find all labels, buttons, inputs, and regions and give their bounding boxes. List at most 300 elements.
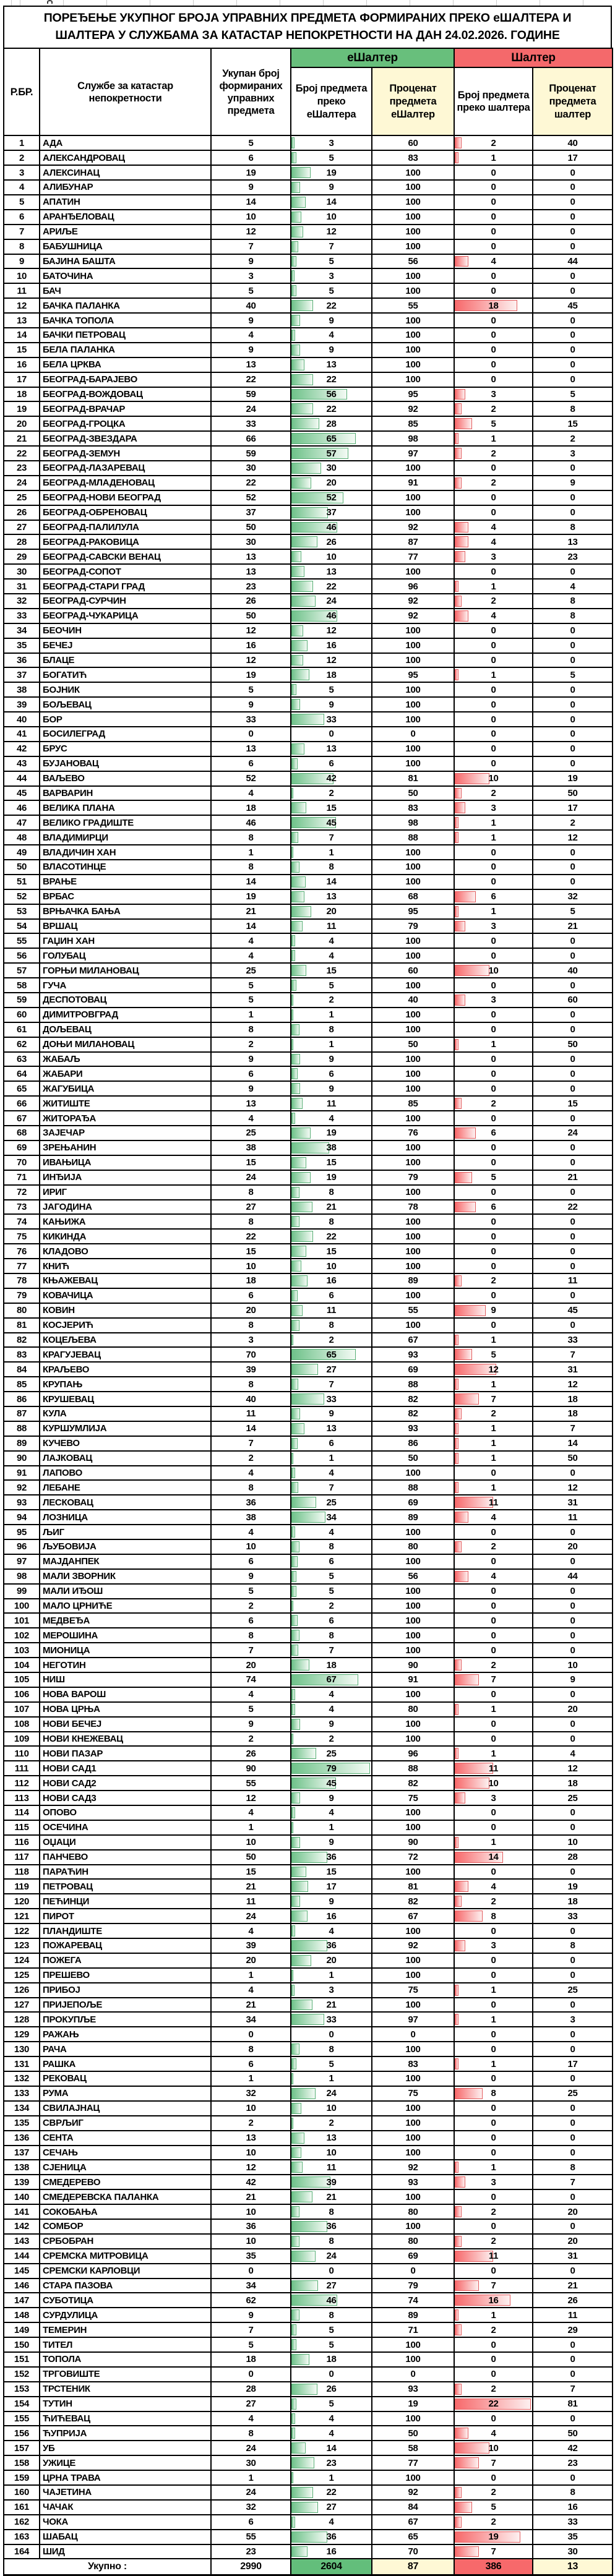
row-number [4, 1111, 40, 1126]
e-percent [372, 1746, 454, 1761]
e-count-bar [291, 463, 321, 474]
sh-count-value: 0 [491, 241, 496, 252]
total-count [211, 268, 291, 283]
row-number-value: 9 [19, 255, 25, 267]
service-name-value: ДИМИТРОВГРАД [43, 1009, 118, 1021]
e-percent [372, 2308, 454, 2322]
e-count [291, 1170, 372, 1185]
sh-count-value: 3 [491, 388, 496, 400]
row-number-value: 42 [16, 743, 27, 755]
table-body [4, 135, 613, 2559]
e-count-value: 5 [329, 2339, 334, 2350]
table-row [4, 2293, 613, 2308]
total-count-value: 11 [246, 1408, 256, 1419]
sh-count-value: 1 [491, 1039, 496, 1050]
e-count-value: 5 [329, 152, 334, 163]
e-percent [372, 1288, 454, 1303]
total-count [211, 1406, 291, 1421]
e-percent [372, 2500, 454, 2515]
e-count [291, 490, 372, 505]
row-number-value: 134 [14, 2103, 30, 2114]
sh-count-value: 0 [491, 1009, 496, 1021]
total-count [211, 2426, 291, 2441]
e-count [291, 401, 372, 416]
sh-percent [533, 1938, 613, 1953]
sh-percent [533, 889, 613, 904]
e-percent-value: 100 [405, 1615, 421, 1626]
service-name [40, 135, 211, 150]
sh-percent-value: 8 [570, 596, 575, 607]
e-count-value: 36 [326, 2531, 337, 2543]
service-name [40, 1140, 211, 1155]
e-count-value: 24 [326, 2251, 337, 2262]
e-percent-value: 100 [405, 1925, 421, 1936]
total-count [211, 1953, 291, 1968]
e-count-value: 9 [329, 1896, 334, 1907]
sh-count [454, 2116, 533, 2131]
sh-percent-value: 0 [570, 1822, 575, 1833]
sh-count [454, 2219, 533, 2234]
sh-percent [533, 1066, 613, 1081]
row-number [4, 1273, 40, 1288]
service-name [40, 2146, 211, 2160]
e-percent [372, 401, 454, 416]
service-name [40, 2116, 211, 2131]
table-row [4, 1022, 613, 1037]
e-count [291, 1066, 372, 1081]
service-name-value: НОВИ ПАЗАР [43, 1748, 103, 1759]
row-number [4, 1333, 40, 1348]
e-count-value: 12 [326, 226, 337, 237]
e-count-value: 13 [326, 891, 337, 902]
sh-percent [533, 2131, 613, 2146]
e-count [291, 1081, 372, 1096]
e-count [291, 1259, 372, 1273]
row-number [4, 963, 40, 978]
row-number-value: 46 [16, 802, 27, 813]
e-count [291, 2012, 372, 2027]
table-row [4, 1613, 613, 1628]
sh-count-value: 22 [488, 2398, 499, 2410]
sh-percent [533, 2367, 613, 2382]
sh-count-value: 10 [488, 965, 499, 976]
e-percent-value: 40 [408, 995, 418, 1006]
e-count-value: 6 [329, 1438, 334, 1449]
e-count-value: 15 [326, 1867, 337, 1878]
e-count-value: 8 [329, 1320, 334, 1331]
service-name [40, 1008, 211, 1022]
e-count-value: 7 [329, 1379, 334, 1390]
sh-percent-value: 5 [570, 388, 575, 400]
sh-count-bar [455, 2058, 458, 2069]
total-count [211, 1229, 291, 1244]
e-percent-value: 100 [405, 344, 421, 356]
sh-count-bar [455, 2088, 483, 2099]
e-percent-value: 50 [408, 788, 418, 798]
e-percent-value: 92 [408, 521, 418, 533]
e-count-bar [291, 655, 303, 666]
sh-count-value: 1 [491, 1748, 496, 1759]
sh-count [454, 283, 533, 298]
e-count [291, 2544, 372, 2559]
service-name [40, 933, 211, 948]
table-footer [4, 2559, 613, 2575]
row-number-value: 161 [14, 2502, 30, 2513]
sh-percent-value: 42 [567, 2442, 578, 2454]
total-count-value: 36 [246, 1497, 256, 1508]
e-count-value: 4 [329, 1526, 334, 1538]
service-name [40, 1599, 211, 1614]
service-name [40, 594, 211, 609]
row-number-value: 112 [14, 1778, 29, 1789]
row-number-value: 146 [14, 2280, 30, 2291]
service-name-value: ЖИТИШТЕ [43, 1098, 90, 1109]
service-name [40, 2352, 211, 2367]
e-percent [372, 756, 454, 771]
e-percent [372, 1066, 454, 1081]
e-count-bar [291, 832, 298, 843]
sh-percent-value: 21 [567, 921, 578, 932]
e-count-bar [291, 344, 300, 356]
table-row [4, 505, 613, 520]
e-count-value: 7 [329, 1482, 334, 1493]
e-count [291, 135, 372, 150]
row-number-value: 31 [16, 581, 27, 592]
e-percent [372, 2071, 454, 2086]
e-percent [372, 1717, 454, 1732]
row-number-value: 81 [16, 1320, 27, 1331]
e-count-value: 0 [329, 2029, 334, 2040]
service-name-value: БОЉЕВАЦ [43, 699, 92, 710]
sh-count [454, 1554, 533, 1569]
total-count [211, 1732, 291, 1747]
e-percent-value: 86 [408, 1438, 418, 1449]
total-count [211, 357, 291, 372]
e-count-bar [291, 1113, 295, 1124]
sh-count-bar [455, 1423, 458, 1434]
service-name [40, 919, 211, 934]
sh-percent-value: 7 [570, 1423, 575, 1434]
total-count [211, 2086, 291, 2101]
total-count-value: 15 [246, 1157, 256, 1168]
e-count-bar [291, 1482, 298, 1493]
row-number [4, 1347, 40, 1362]
report-title [3, 6, 612, 48]
e-count [291, 2397, 372, 2411]
e-count-bar [291, 477, 311, 489]
e-count-bar [291, 2251, 316, 2262]
service-name [40, 1406, 211, 1421]
e-percent [372, 446, 454, 461]
e-count-value: 13 [326, 566, 337, 577]
e-percent-value: 100 [405, 654, 421, 665]
sh-percent-value: 33 [567, 1334, 578, 1345]
service-name [40, 1879, 211, 1894]
e-count [291, 919, 372, 934]
sh-count [454, 431, 533, 446]
e-percent [372, 1259, 454, 1273]
service-name [40, 1983, 211, 1998]
row-number-value: 110 [14, 1748, 29, 1759]
total-count-value: 34 [246, 2280, 256, 2291]
e-count-value: 16 [326, 2546, 337, 2557]
e-count [291, 2189, 372, 2204]
table-row [4, 372, 613, 387]
e-percent [372, 416, 454, 431]
sh-percent-value: 0 [570, 492, 575, 503]
e-count-value: 36 [326, 2221, 337, 2232]
total-count [211, 210, 291, 225]
e-count [291, 756, 372, 771]
e-count-value: 5 [329, 285, 334, 296]
e-count-value: 15 [326, 1157, 337, 1168]
e-percent-value: 80 [408, 1704, 418, 1715]
table-row [4, 1081, 613, 1096]
sh-count [454, 1791, 533, 1805]
row-number [4, 1155, 40, 1170]
row-number [4, 2116, 40, 2131]
total-count-value: 13 [246, 359, 256, 370]
sh-percent-value: 31 [567, 1364, 578, 1375]
e-count-bar [291, 1260, 301, 1272]
service-name [40, 1805, 211, 1820]
sh-percent [533, 2426, 613, 2441]
sh-count [454, 2470, 533, 2485]
sh-count-value: 4 [491, 1571, 496, 1582]
sh-count [454, 1510, 533, 1525]
service-name [40, 2175, 211, 2189]
sh-percent-value: 0 [570, 1925, 575, 1936]
table-row [4, 1761, 613, 1776]
sh-percent [533, 1259, 613, 1273]
sh-count [454, 1111, 533, 1126]
row-number [4, 1318, 40, 1333]
sh-percent [533, 239, 613, 254]
e-percent [372, 2485, 454, 2500]
e-count-bar [291, 1202, 312, 1213]
service-name [40, 1672, 211, 1687]
sh-count [454, 298, 533, 313]
total-count [211, 2367, 291, 2382]
row-number-value: 22 [16, 448, 27, 459]
e-percent-value: 100 [405, 625, 421, 636]
e-count [291, 1126, 372, 1140]
sh-count-value: 0 [491, 699, 496, 710]
e-count-bar [291, 2058, 296, 2069]
e-percent-value: 100 [405, 1734, 421, 1744]
total-count-value: 20 [246, 1955, 256, 1966]
table-row [4, 1539, 613, 1554]
col-header-e-count: Број предмета преко еШалтера [291, 67, 372, 135]
e-percent-value: 75 [408, 2088, 418, 2099]
e-percent [372, 2337, 454, 2352]
sh-percent-value: 60 [567, 995, 578, 1006]
e-count-bar [291, 1098, 303, 1109]
row-number [4, 1288, 40, 1303]
e-count [291, 150, 372, 165]
service-name-value: БЕОГРАД-СУРЧИН [43, 596, 126, 607]
table-row [4, 933, 613, 948]
total-count-value: 5 [248, 995, 254, 1006]
row-number [4, 2308, 40, 2322]
sh-percent [533, 210, 613, 225]
service-name-value: ДОЉЕВАЦ [43, 1024, 92, 1035]
service-name-value: ШАБАЦ [43, 2531, 78, 2543]
sh-count-value: 2 [491, 1275, 496, 1286]
sh-count-bar [455, 2280, 479, 2291]
row-number [4, 343, 40, 357]
sh-percent [533, 1495, 613, 1510]
sh-count [454, 2500, 533, 2515]
e-count-bar [291, 1009, 293, 1021]
total-count [211, 1554, 291, 1569]
e-count-bar [291, 1246, 306, 1257]
service-name-value: РАШКА [43, 2058, 76, 2069]
total-count [211, 135, 291, 150]
e-count-bar [291, 1985, 295, 1996]
e-count-value: 6 [329, 1615, 334, 1626]
sh-percent-value: 0 [570, 1719, 575, 1730]
sh-count [454, 165, 533, 180]
service-name [40, 298, 211, 313]
service-name [40, 2189, 211, 2204]
total-count [211, 1170, 291, 1185]
sh-percent [533, 1672, 613, 1687]
e-count-value: 20 [326, 906, 337, 917]
sh-percent-value: 21 [567, 2280, 578, 2291]
row-number [4, 800, 40, 815]
sh-count [454, 1436, 533, 1451]
sh-percent [533, 1613, 613, 1628]
table-row [4, 1406, 613, 1421]
row-number-value: 16 [16, 359, 27, 370]
total-count-value: 24 [246, 2442, 256, 2454]
sh-percent-value: 22 [567, 1201, 578, 1212]
sh-count [454, 372, 533, 387]
sh-percent-value: 50 [567, 788, 578, 798]
service-name-value: ГУЧА [43, 980, 67, 991]
e-count-value: 3 [329, 137, 334, 148]
sh-count-bar [455, 1039, 458, 1050]
sh-percent [533, 948, 613, 963]
sh-percent-value: 0 [570, 2339, 575, 2350]
e-count-value: 15 [326, 802, 337, 813]
e-percent [372, 1938, 454, 1953]
e-count [291, 963, 372, 978]
e-count-bar [291, 1364, 318, 1375]
sh-percent-value: 17 [567, 2058, 578, 2069]
total-count-value: 6 [248, 152, 254, 163]
e-percent [372, 1392, 454, 1406]
row-number-value: 101 [14, 1615, 30, 1626]
table-row [4, 2322, 613, 2337]
sh-percent [533, 1850, 613, 1865]
sh-percent [533, 1155, 613, 1170]
row-number-value: 86 [16, 1393, 27, 1405]
total-count-value: 8 [248, 1216, 254, 1227]
service-name [40, 1096, 211, 1111]
sh-count [454, 1155, 533, 1170]
total-count-value: 8 [248, 2428, 254, 2439]
e-count [291, 697, 372, 712]
sh-percent [533, 1436, 613, 1451]
e-percent-value: 100 [405, 847, 421, 858]
e-count-value: 36 [326, 1852, 337, 1863]
total-count [211, 1983, 291, 1998]
sh-count [454, 1613, 533, 1628]
table-row [4, 1894, 613, 1909]
total-count [211, 2485, 291, 2500]
total-count [211, 2530, 291, 2544]
total-count [211, 2027, 291, 2042]
total-count [211, 2219, 291, 2234]
table-row [4, 549, 613, 564]
service-name-value: ПАРАЋИН [43, 1867, 88, 1878]
e-percent-value: 100 [405, 359, 421, 370]
row-number-value: 41 [16, 729, 27, 740]
total-count [211, 594, 291, 609]
e-count-bar [291, 2191, 312, 2202]
sh-percent-value: 18 [567, 1393, 578, 1405]
service-name [40, 1170, 211, 1185]
service-name [40, 2219, 211, 2234]
table-row [4, 2219, 613, 2234]
e-count-bar [291, 862, 299, 873]
service-name-value: МИОНИЦА [43, 1645, 90, 1656]
e-percent-value: 100 [405, 1246, 421, 1257]
sh-percent-value: 81 [567, 2398, 578, 2410]
total-count-value: 18 [246, 2354, 256, 2365]
total-count-value: 12 [246, 226, 256, 237]
row-number-value: 124 [14, 1955, 30, 1966]
e-count-value: 22 [326, 300, 337, 311]
sh-count-value: 0 [491, 1157, 496, 1168]
e-count [291, 1140, 372, 1155]
sh-percent-value: 2 [570, 433, 575, 444]
sh-percent-value: 24 [567, 1128, 578, 1139]
e-count-value: 5 [329, 2398, 334, 2410]
sh-count-value: 0 [491, 197, 496, 208]
total-e-percent: 87 [372, 2559, 454, 2575]
sh-percent-value: 0 [570, 359, 575, 370]
e-count-bar [291, 2531, 327, 2543]
total-count [211, 2470, 291, 2485]
total-count-value: 4 [248, 1985, 254, 1996]
total-count-value: 9 [248, 1054, 254, 1065]
row-number-value: 65 [16, 1083, 27, 1094]
sh-count-value: 0 [491, 1526, 496, 1538]
table-row [4, 2352, 613, 2367]
service-name-value: ВЕЛИКА ПЛАНА [43, 802, 115, 813]
total-count-value: 20 [246, 1305, 256, 1316]
total-count-value: 19 [246, 669, 256, 680]
row-number-value: 70 [16, 1157, 27, 1168]
total-count [211, 1008, 291, 1022]
sh-percent [533, 2027, 613, 2042]
sh-count-bar [455, 433, 458, 444]
service-name-value: БЕОГРАД-САВСКИ ВЕНАЦ [43, 551, 161, 562]
total-count-value: 50 [246, 521, 256, 533]
sh-count-value: 6 [491, 891, 496, 902]
sh-percent [533, 963, 613, 978]
sh-count [454, 1879, 533, 1894]
sh-count [454, 1200, 533, 1215]
service-name-value: КОЦЕЉЕВА [43, 1334, 97, 1345]
e-count-value: 33 [326, 714, 337, 725]
sh-count-bar [455, 817, 458, 828]
table-row [4, 298, 613, 313]
row-number [4, 904, 40, 919]
